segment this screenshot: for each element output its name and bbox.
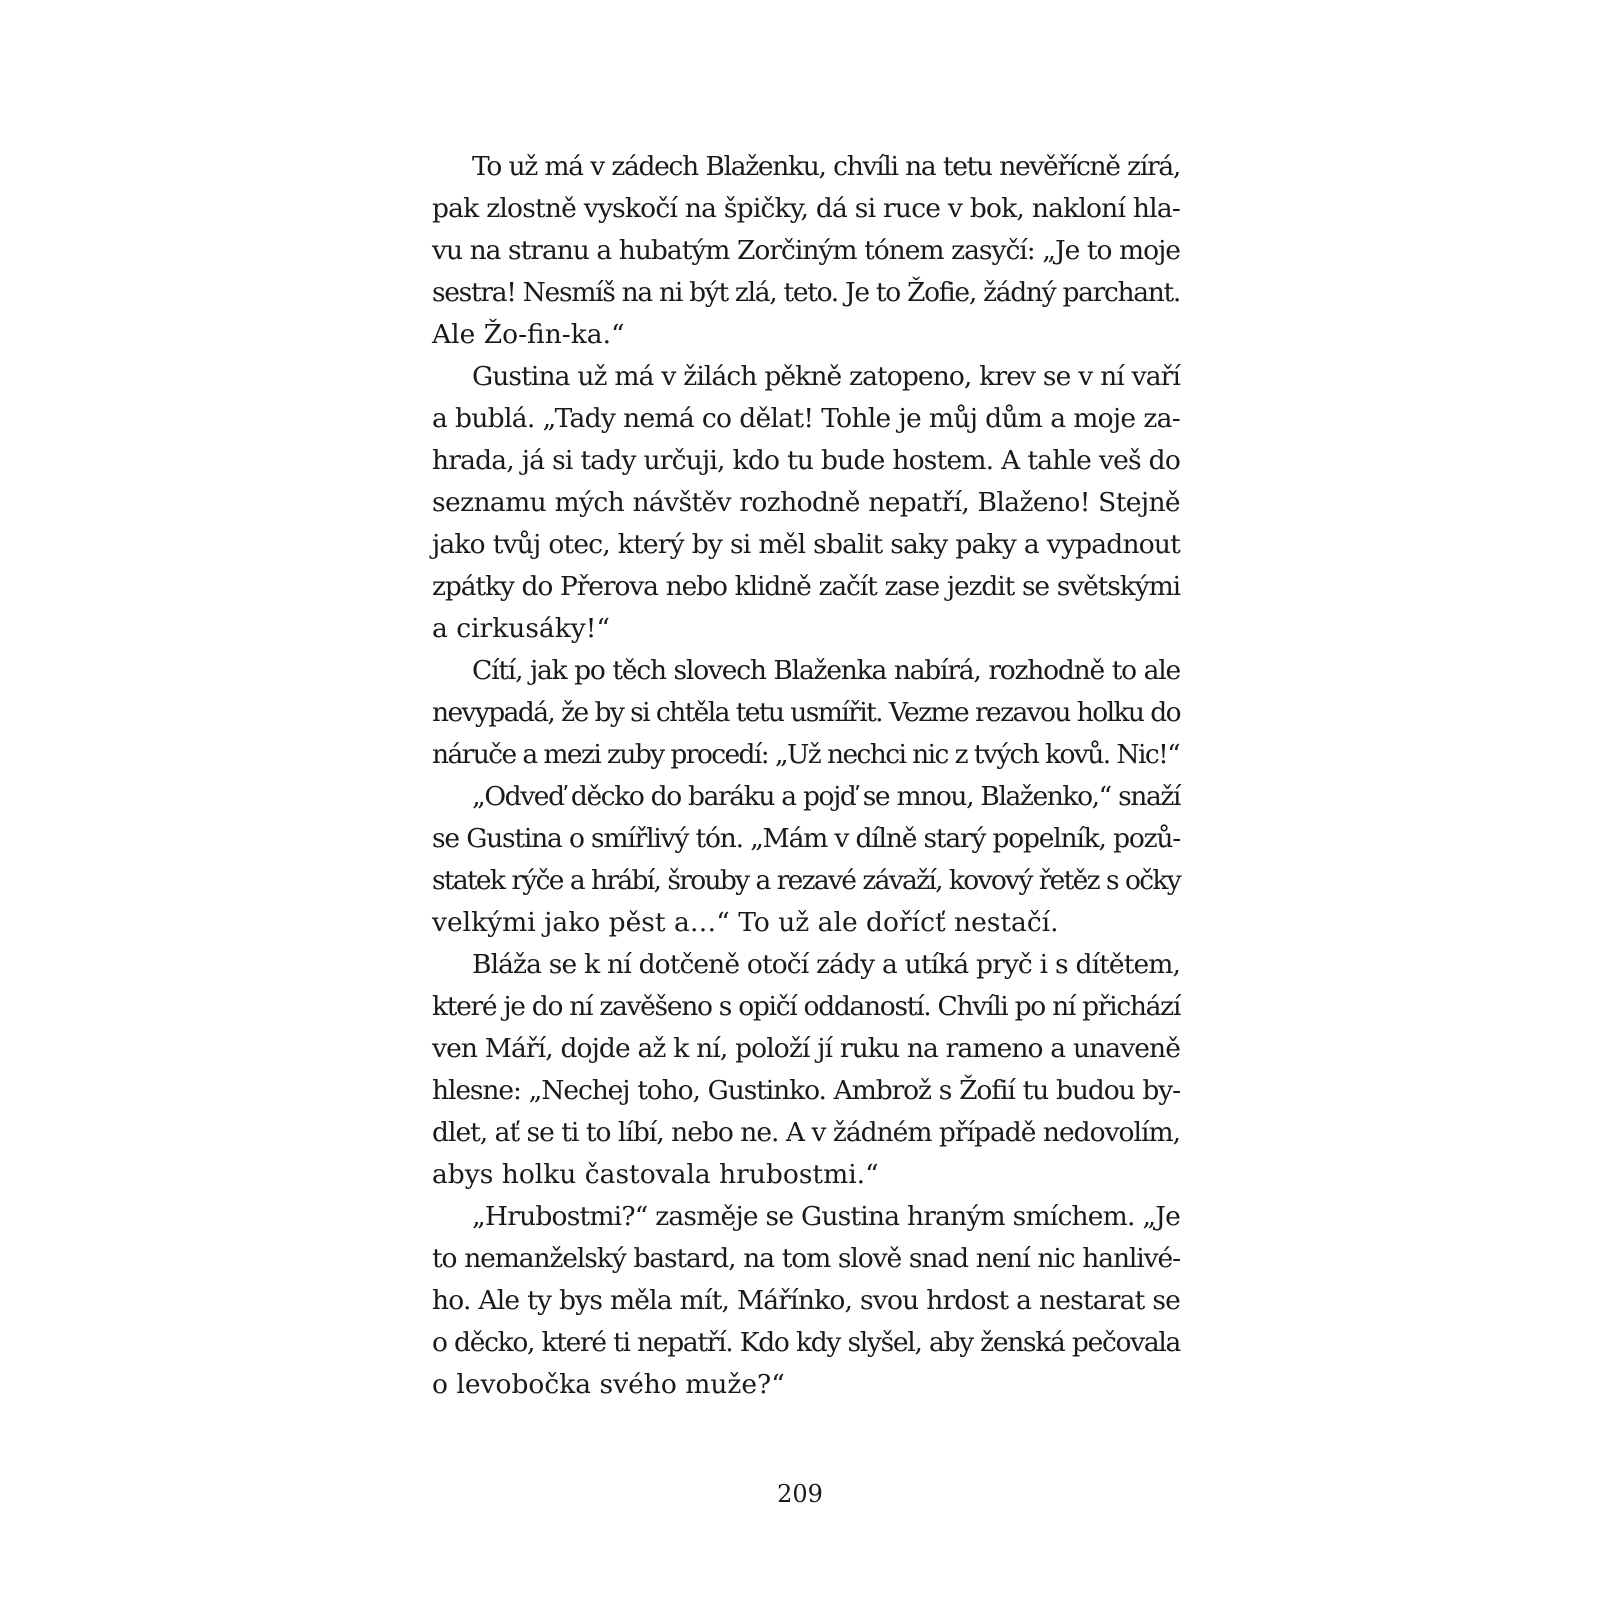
- text-line: o děcko, které ti nepatří. Kdo kdy slyšel, aby ženská pečovala: [432, 1327, 1180, 1358]
- body-text: [432, 146, 1180, 1406]
- text-line: Gustina už má v žilách pěkně zatopeno, krev se v ní vaří: [472, 361, 1180, 392]
- text-line: „Odveď děcko do baráku a pojď se mnou, Blaženko,“ snaží: [472, 781, 1180, 812]
- text-line: se Gustina o smířlivý tón. „Mám v dílně starý popelník, pozů-: [432, 823, 1180, 854]
- text-line: které je do ní zavěšeno s opičí oddaností. Chvíli po ní přichází: [432, 991, 1180, 1022]
- text-line: To už má v zádech Blaženku, chvíli na tetu nevěřícně zírá,: [472, 151, 1180, 182]
- text-line: to nemanželský bastard, na tom slově snad není nic hanlivé-: [432, 1243, 1180, 1274]
- text-line: dlet, ať se ti to líbí, nebo ne. A v žádném případě nedovolím,: [432, 1117, 1180, 1148]
- text-line: pak zlostně vyskočí na špičky, dá si ruce v bok, nakloní hla-: [432, 193, 1180, 224]
- text-line: Cítí, jak po těch slovech Blaženka nabírá, rozhodně to ale: [472, 655, 1180, 686]
- text-line: seznamu mých návštěv rozhodně nepatří, Blaženo! Stejně: [432, 487, 1180, 518]
- text-line: náruče a mezi zuby procedí: „Už nechci nic z tvých kovů. Nic!“: [432, 739, 1180, 770]
- text-line: sestra! Nesmíš na ni být zlá, teto. Je to Žofie, žádný parchant.: [432, 277, 1181, 308]
- text-line: velkými jako pěst a…“ To už ale dořícť nestačí.: [432, 907, 1059, 938]
- text-line: abys holku častovala hrubostmi.“: [432, 1159, 879, 1190]
- text-line: zpátky do Přerova nebo klidně začít zase jezdit se světskými: [432, 571, 1180, 602]
- text-line: ven Máří, dojde až k ní, položí jí ruku na rameno a unaveně: [432, 1033, 1180, 1064]
- text-line: a bublá. „Tady nemá co dělat! Tohle je můj dům a moje za-: [432, 403, 1180, 434]
- text-line: vu na stranu a hubatým Zorčiným tónem zasyčí: „Je to moje: [432, 235, 1180, 266]
- text-line: ho. Ale ty bys měla mít, Mářínko, svou hrdost a nestarat se: [432, 1285, 1180, 1316]
- text-line: hlesne: „Nechej toho, Gustinko. Ambrož s Žofií tu budou by-: [432, 1075, 1180, 1106]
- text-line: nevypadá, že by si chtěla tetu usmířit. Vezme rezavou holku do: [432, 697, 1180, 728]
- text-line: „Hrubostmi?“ zasměje se Gustina hraným smíchem. „Je: [472, 1201, 1180, 1232]
- text-line: statek rýče a hrábí, šrouby a rezavé závaží, kovový řetěz s očky: [432, 865, 1180, 896]
- text-line: hrada, já si tady určuji, kdo tu bude hostem. A tahle veš do: [432, 445, 1180, 476]
- text-line: jako tvůj otec, který by si měl sbalit saky paky a vypadnout: [432, 529, 1180, 560]
- page-number: 209: [777, 1480, 823, 1508]
- text-line: a cirkusáky!“: [432, 613, 610, 644]
- text-line: o levobočka svého muže?“: [432, 1369, 785, 1400]
- text-line: Ale Žo-fin-ka.“: [432, 319, 625, 350]
- text-line: Bláža se k ní dotčeně otočí zády a utíká pryč i s dítětem,: [472, 949, 1180, 980]
